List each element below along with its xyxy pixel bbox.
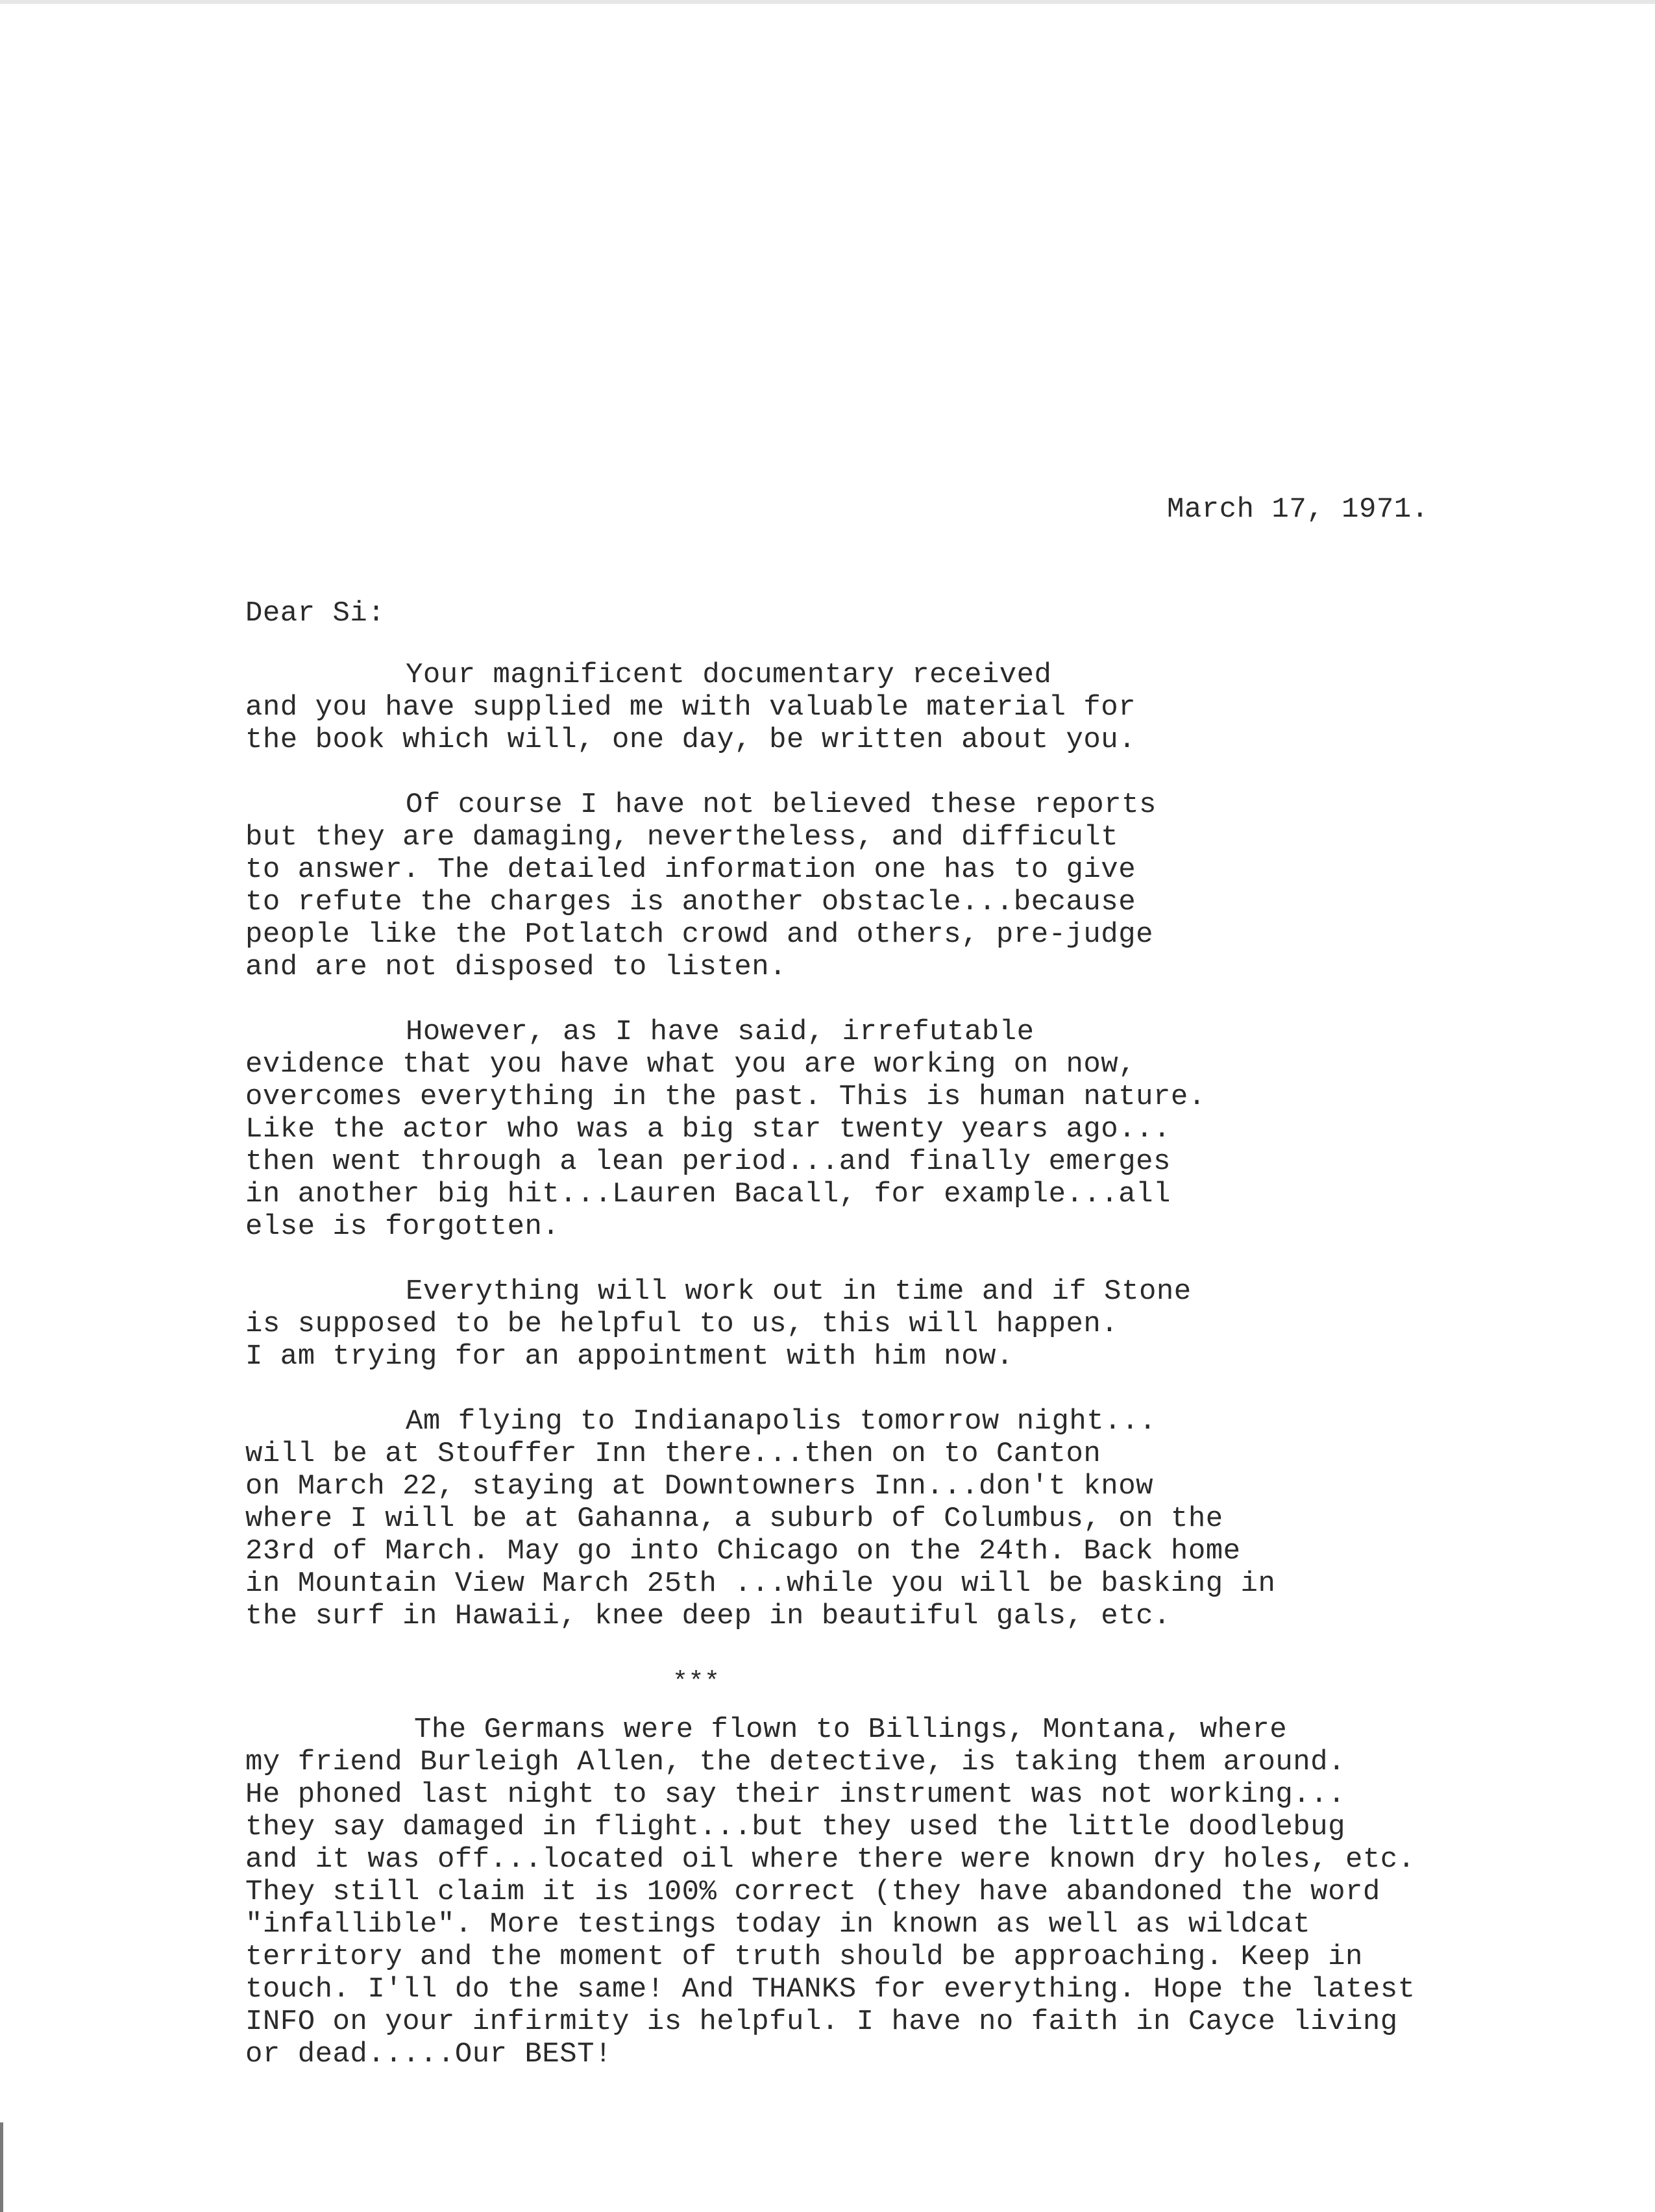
paragraph-3-line: in another big hit...Lauren Bacall, for example...all — [245, 1178, 1171, 1210]
paragraph-1-line: Your magnificent documentary received — [406, 659, 1052, 691]
paragraph-6-line: "infallible". More testings today in known as well as wildcat — [245, 1908, 1311, 1941]
paragraph-5-line: 23rd of March. May go into Chicago on the 24th. Back home — [245, 1535, 1241, 1567]
paragraph-1-line: and you have supplied me with valuable material for — [245, 691, 1136, 724]
paragraph-2-line: to answer. The detailed information one has to give — [245, 854, 1136, 886]
salutation: Dear Si: — [245, 597, 386, 630]
paragraph-1-line: the book which will, one day, be written about you. — [245, 724, 1136, 756]
paragraph-3-line: evidence that you have what you are working on now, — [245, 1048, 1136, 1081]
letter-date: March 17, 1971. — [1167, 493, 1429, 526]
paragraph-2-line: and are not disposed to listen. — [245, 951, 787, 983]
scan-top-edge — [0, 0, 1655, 4]
scan-left-mark — [0, 2122, 3, 2212]
paragraph-3-line: overcomes everything in the past. This is human nature. — [245, 1081, 1206, 1113]
paragraph-6-line: The Germans were flown to Billings, Montana, where — [414, 1714, 1288, 1746]
paragraph-3-line: else is forgotten. — [245, 1210, 560, 1243]
paragraph-4-line: Everything will work out in time and if Stone — [406, 1275, 1192, 1308]
paragraph-5-line: where I will be at Gahanna, a suburb of Columbus, on the — [245, 1503, 1223, 1535]
paragraph-5-line: Am flying to Indianapolis tomorrow night... — [406, 1405, 1157, 1438]
paragraph-6-line: He phoned last night to say their instrument was not working... — [245, 1778, 1345, 1811]
paragraph-6-line: They still claim it is 100% correct (they have abandoned the word — [245, 1876, 1380, 1908]
paragraph-5-line: on March 22, staying at Downtowners Inn...don't know — [245, 1470, 1154, 1503]
paragraph-4-line: I am trying for an appointment with him now. — [245, 1340, 1014, 1373]
paragraph-5-line: in Mountain View March 25th ...while you will be basking in — [245, 1567, 1276, 1600]
paragraph-4-line: is supposed to be helpful to us, this will happen. — [245, 1308, 1119, 1340]
paragraph-6-line: territory and the moment of truth should be approaching. Keep in — [245, 1941, 1363, 1973]
paragraph-6-line: my friend Burleigh Allen, the detective, is taking them around. — [245, 1746, 1345, 1778]
paragraph-2-line: people like the Potlatch crowd and others, pre-judge — [245, 918, 1154, 951]
paragraph-6-line: and it was off...located oil where there were known dry holes, etc. — [245, 1843, 1416, 1876]
paragraph-6-line: touch. I'll do the same! And THANKS for everything. Hope the latest — [245, 1973, 1416, 2006]
paragraph-2-line: to refute the charges is another obstacle...because — [245, 886, 1136, 918]
paragraph-5-line: the surf in Hawaii, knee deep in beautiful gals, etc. — [245, 1600, 1171, 1632]
paragraph-5-line: will be at Stouffer Inn there...then on to Canton — [245, 1438, 1101, 1470]
paragraph-6-line: or dead.....Our BEST! — [245, 2038, 612, 2071]
paragraph-6-line: they say damaged in flight...but they used the little doodlebug — [245, 1811, 1345, 1843]
paragraph-3-line: However, as I have said, irrefutable — [406, 1016, 1035, 1048]
paragraph-3-line: Like the actor who was a big star twenty years ago... — [245, 1113, 1171, 1146]
section-separator: *** — [672, 1668, 720, 1697]
paragraph-6-line: INFO on your infirmity is helpful. I have no faith in Cayce living — [245, 2006, 1398, 2038]
paragraph-2-line: but they are damaging, nevertheless, and difficult — [245, 821, 1119, 854]
paragraph-2-line: Of course I have not believed these reports — [406, 789, 1157, 821]
paragraph-3-line: then went through a lean period...and finally emerges — [245, 1146, 1171, 1178]
